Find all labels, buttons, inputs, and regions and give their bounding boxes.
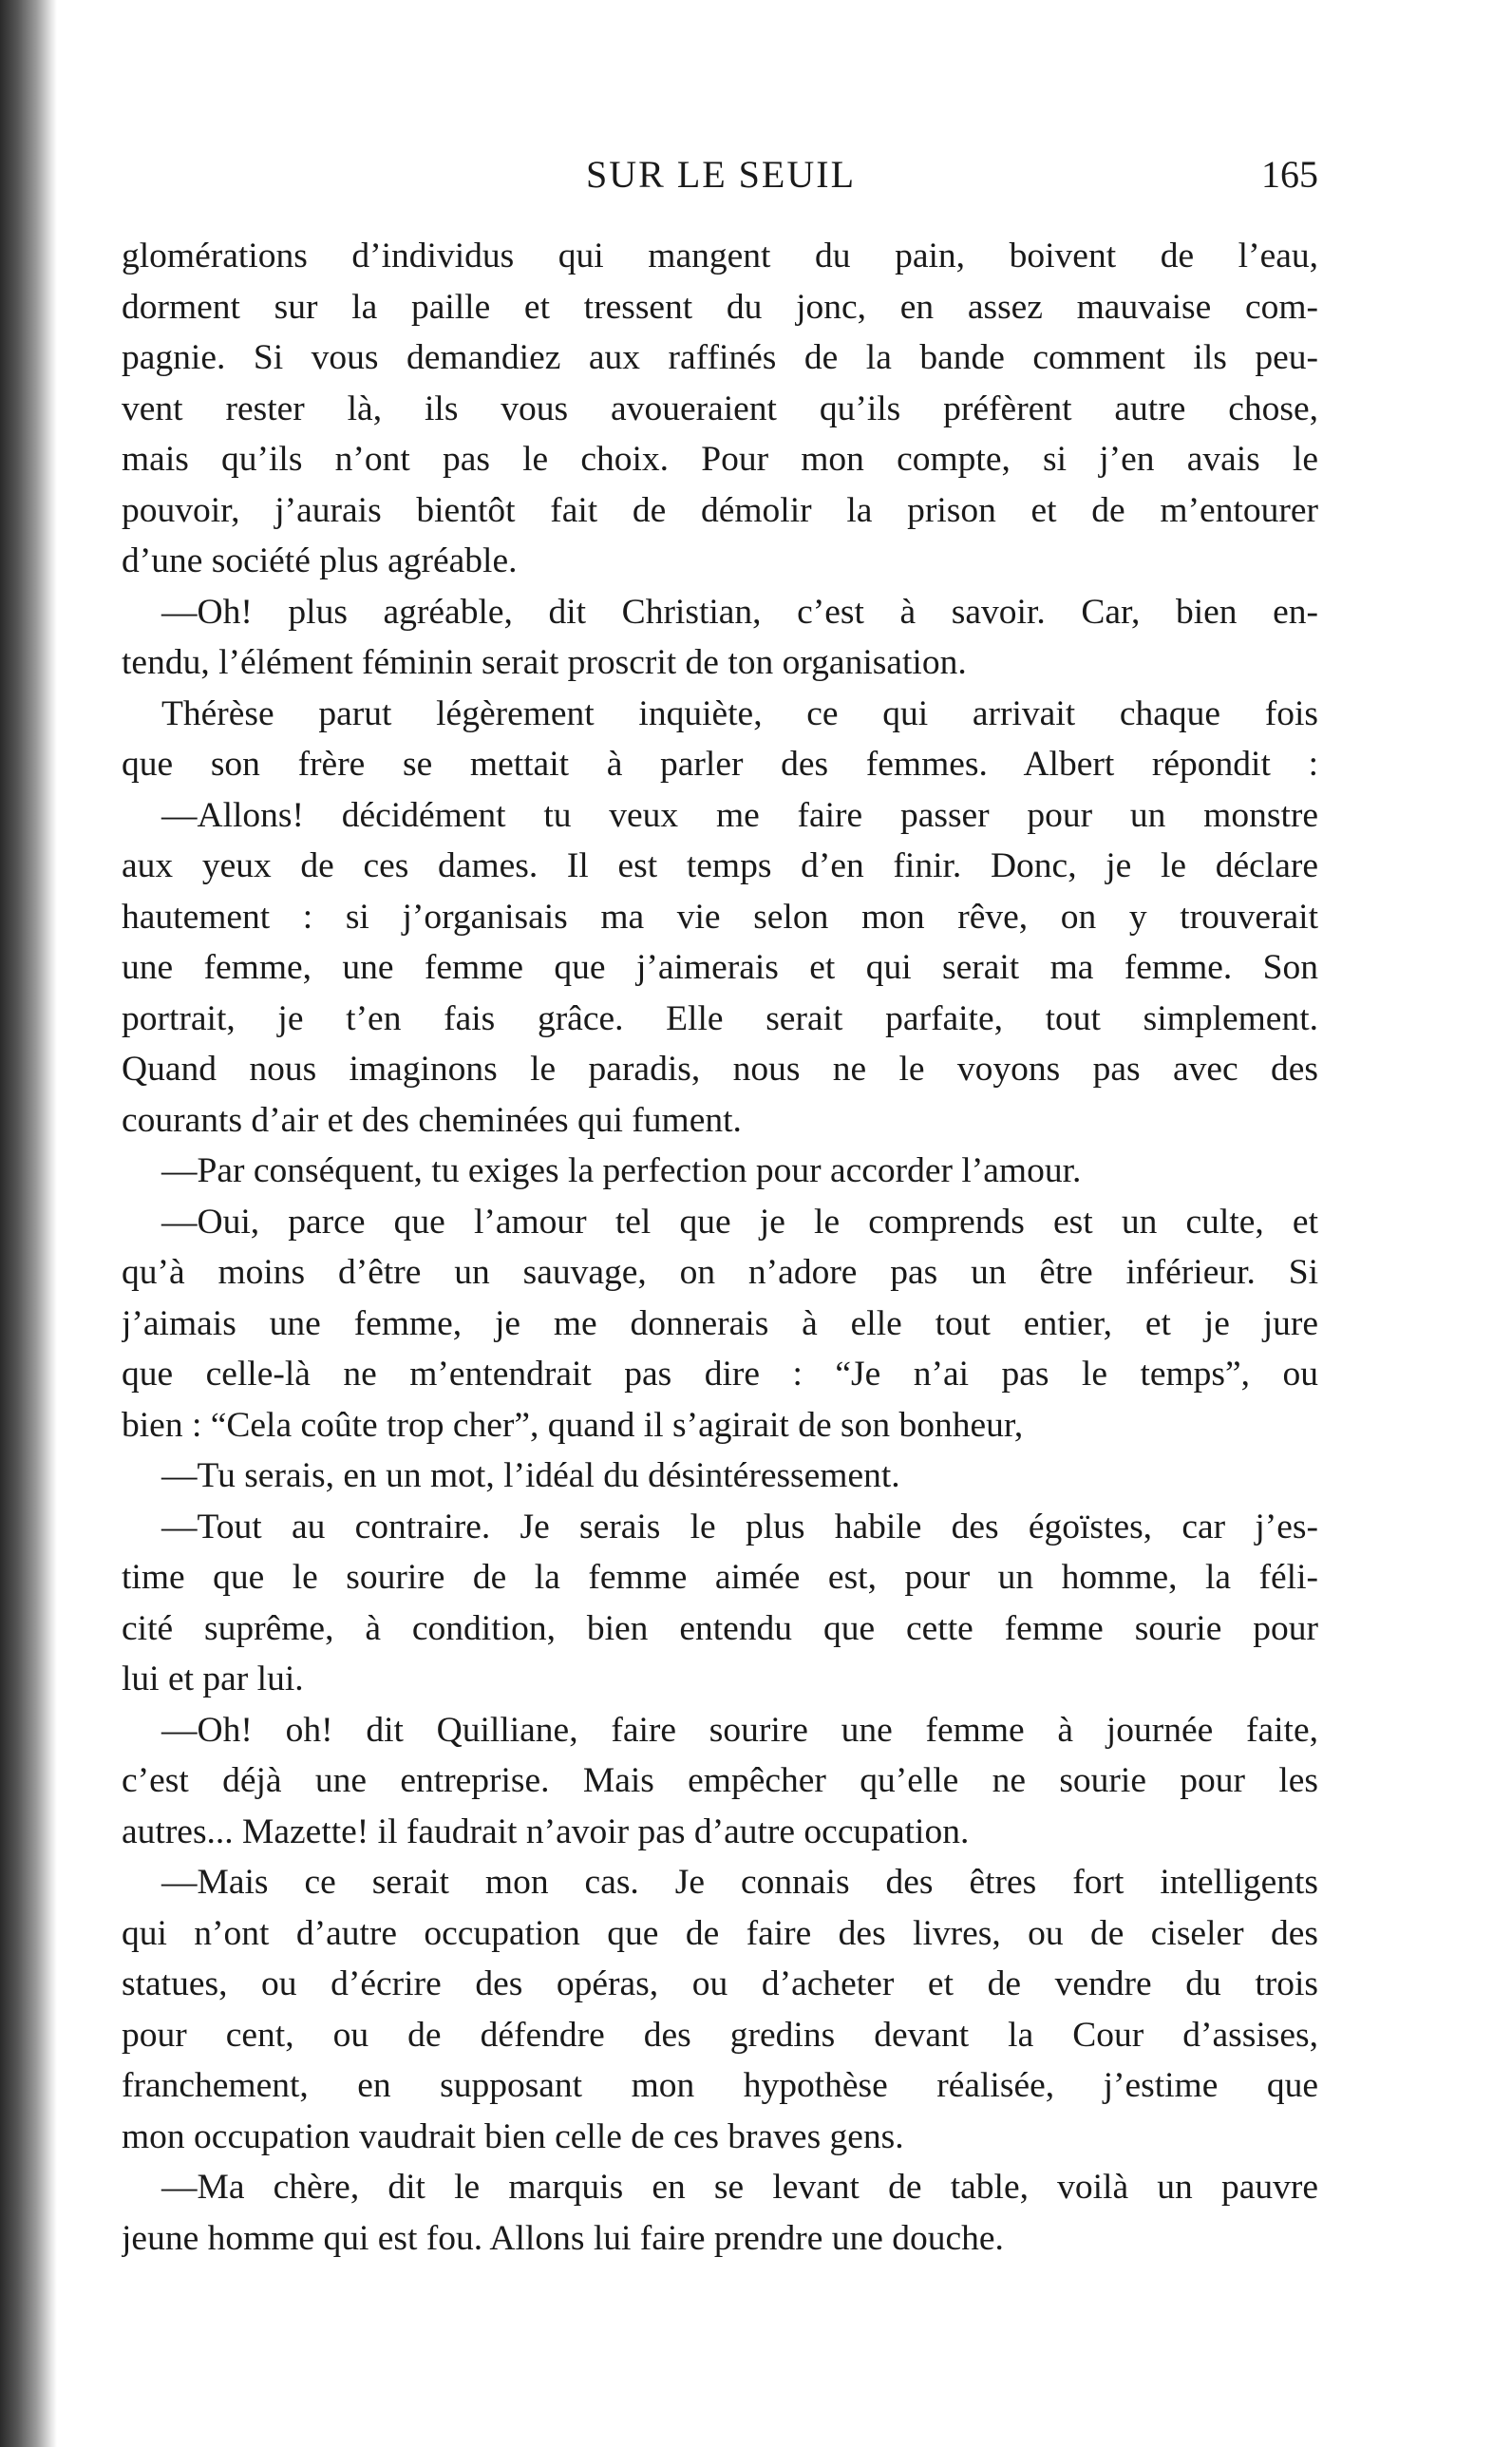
text-line: hautement : si j’organisais ma vie selon mon rêve, on y trouverait <box>122 897 1318 937</box>
text-line: lui et par lui. <box>122 1660 304 1698</box>
text-line: d’une société plus agréable. <box>122 541 518 580</box>
page-binding-edge <box>0 0 57 2447</box>
text-line: courants d’air et des cheminées qui fument. <box>122 1100 742 1140</box>
text-line: que son frère se mettait à parler des femmes. Albert répondit : <box>122 745 1318 784</box>
text-line: qu’à moins d’être un sauvage, on n’adore pas un être inférieur. Si <box>122 1253 1318 1292</box>
text-line: —Tout au contraire. Je serais le plus habile des égoïstes, car j’es- <box>161 1507 1318 1546</box>
text-line: Quand nous imaginons le paradis, nous ne le voyons pas avec des <box>122 1050 1318 1089</box>
page-header <box>123 152 1318 209</box>
text-line: jeune homme qui est fou. Allons lui faire prendre une douche. <box>122 2218 1004 2258</box>
text-line: tendu, l’élément féminin serait proscrit de ton organisation. <box>122 643 967 682</box>
text-line: c’est déjà une entreprise. Mais empêcher qu’elle ne sourie pour les <box>122 1761 1318 1800</box>
text-line: aux yeux de ces dames. Il est temps d’en finir. Donc, je le déclare <box>122 846 1318 885</box>
text-line: —Par conséquent, tu exiges la perfection pour accorder l’amour. <box>161 1151 1082 1190</box>
text-line: vent rester là, ils vous avoueraient qu’ils préfèrent autre chose, <box>122 389 1318 428</box>
text-line: franchement, en supposant mon hypothèse réalisée, j’estime que <box>122 2066 1318 2105</box>
text-line: pour cent, ou de défendre des gredins devant la Cour d’assises, <box>122 2015 1318 2055</box>
text-line: autres... Mazette! il faudrait n’avoir pas d’autre occupation. <box>122 1812 970 1851</box>
text-line: que celle-là ne m’entendrait pas dire : “Je n’ai pas le temps”, ou <box>122 1355 1318 1394</box>
text-line: time que le sourire de la femme aimée est, pour un homme, la féli- <box>122 1558 1318 1597</box>
text-line: Thérèse parut légèrement inquiète, ce qui arrivait chaque fois <box>161 693 1318 733</box>
text-line: une femme, une femme que j’aimerais et qui serait ma femme. Son <box>122 948 1318 987</box>
text-line: —Oh! plus agréable, dit Christian, c’est à savoir. Car, bien en- <box>161 592 1318 632</box>
text-line: —Ma chère, dit le marquis en se levant de table, voilà un pauvre <box>161 2168 1318 2207</box>
text-line: j’aimais une femme, je me donnerais à elle tout entier, et je jure <box>122 1303 1318 1343</box>
text-line: mais qu’ils n’ont pas le choix. Pour mon compte, si j’en avais le <box>122 440 1318 479</box>
text-line: —Oh! oh! dit Quilliane, faire sourire une femme à journée faite, <box>161 1710 1318 1750</box>
page-number: 165 <box>1261 153 1318 196</box>
text-line: cité suprême, à condition, bien entendu que cette femme sourie pour <box>122 1608 1318 1648</box>
body-text <box>122 231 1318 2264</box>
text-line: glomérations d’individus qui mangent du pain, boivent de l’eau, <box>122 237 1318 275</box>
text-line: —Allons! décidément tu veux me faire passer pour un monstre <box>161 795 1318 835</box>
running-title: SUR LE SEUIL <box>586 153 856 196</box>
text-line: statues, ou d’écrire des opéras, ou d’acheter et de vendre du trois <box>122 1964 1318 2003</box>
text-line: portrait, je t’en fais grâce. Elle serait parfaite, tout simplement. <box>122 998 1318 1038</box>
text-line: pouvoir, j’aurais bientôt fait de démolir la prison et de m’entourer <box>122 490 1318 530</box>
text-line: —Tu serais, en un mot, l’idéal du désintéressement. <box>161 1456 900 1495</box>
text-line: dorment sur la paille et tressent du jonc, en assez mauvaise com- <box>122 287 1318 327</box>
text-line: qui n’ont d’autre occupation que de faire des livres, ou de ciseler des <box>122 1913 1318 1953</box>
text-line: —Mais ce serait mon cas. Je connais des êtres fort intelligents <box>161 1863 1318 1902</box>
text-line: —Oui, parce que l’amour tel que je le comprends est un culte, et <box>161 1202 1318 1242</box>
text-line: mon occupation vaudrait bien celle de ces braves gens. <box>122 2116 904 2156</box>
text-line: pagnie. Si vous demandiez aux raffinés de la bande comment ils peu- <box>122 338 1318 377</box>
text-line: bien : “Cela coûte trop cher”, quand il s’agirait de son bonheur, <box>122 1405 1024 1445</box>
